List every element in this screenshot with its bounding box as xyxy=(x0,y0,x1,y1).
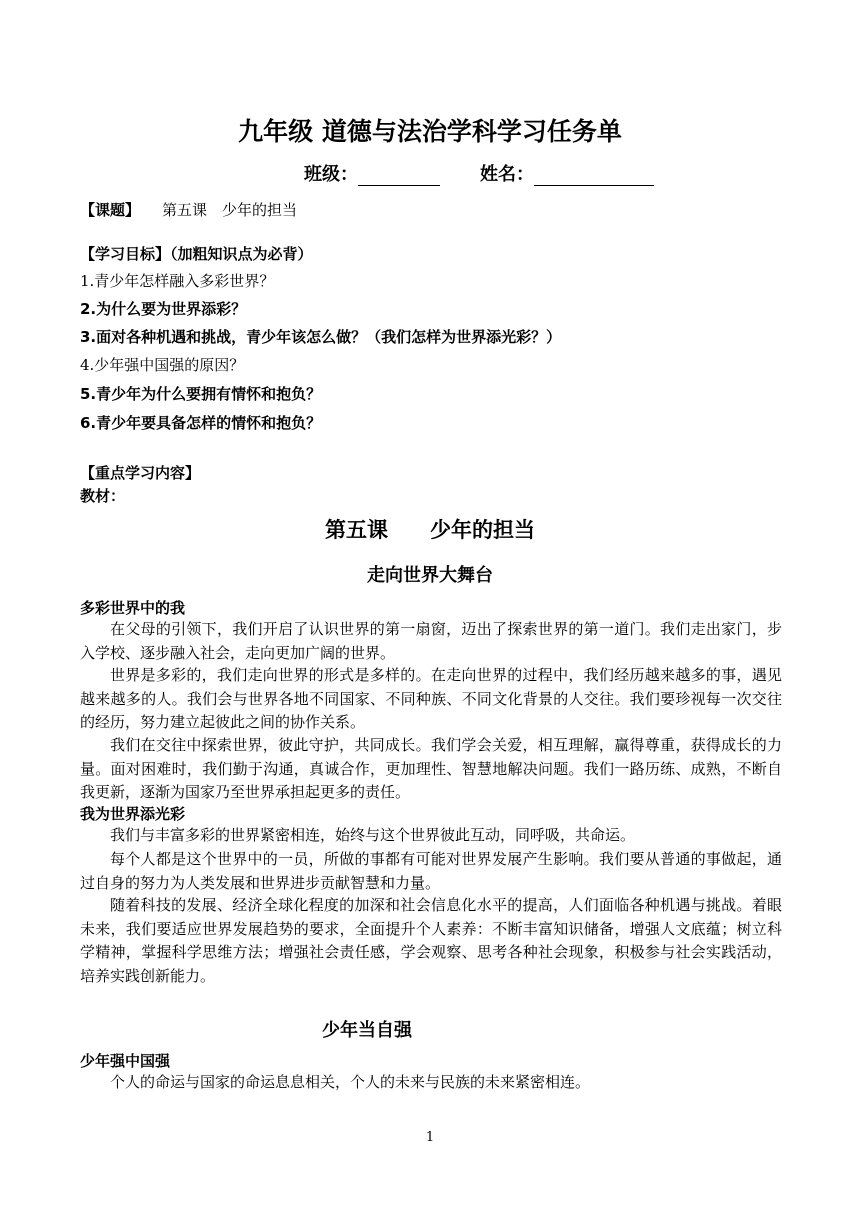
name-label: 姓名： xyxy=(480,164,534,185)
section-title: 少年当自强 xyxy=(322,1020,412,1041)
paragraph: 我们在交往中探索世界，彼此守护，共同成长。我们学会关爱，相互理解，赢得尊重，获得成长的力量。面对困难时，我们勤于沟通，真诚合作，更加理性、智慧地解决问题。我们一路历练、成熟，不断自我更新，逐渐为国家乃至世界承担起更多的责任。 xyxy=(80,736,782,802)
name-blank xyxy=(534,166,654,186)
section-title: 走向世界大舞台 xyxy=(367,565,493,586)
textbook-label: 教材： xyxy=(80,487,126,505)
topic-line xyxy=(80,199,297,220)
goal-item: 1.青少年怎样融入多彩世界？ xyxy=(80,272,275,290)
goals-header: 【学习目标】（加粗知识点为必背） xyxy=(80,245,313,263)
class-name-line xyxy=(304,160,654,186)
goal-item: 3.面对各种机遇和挑战，青少年该怎么做？（我们怎样为世界添光彩？） xyxy=(80,328,562,346)
paragraph: 世界是多彩的，我们走向世界的形式是多样的。在走向世界的过程中，我们经历越来越多的事，遇见越来越多的人。我们会与世界各地不同国家、不同种族、不同文化背景的人交往。我们要珍视每一次交往的经历，努力建立起彼此之间的协作关系。 xyxy=(80,666,782,732)
page-number: 1 xyxy=(425,1130,435,1145)
subsection-title: 多彩世界中的我 xyxy=(80,599,186,617)
topic-label: 【课题】 xyxy=(80,201,141,219)
goal-item: 5.青少年为什么要拥有情怀和抱负？ xyxy=(80,385,322,403)
paragraph: 每个人都是这个世界中的一员，所做的事都有可能对世界发展产生影响。我们要从普通的事做起，通过自身的努力为人类发展和世界进步贡献智慧和力量。 xyxy=(80,850,782,892)
goal-item: 2.为什么要为世界添彩？ xyxy=(80,300,247,318)
topic-text: 第五课 少年的担当 xyxy=(162,201,298,219)
paragraph: 个人的命运与国家的命运息息相关，个人的未来与民族的未来紧密相连。 xyxy=(110,1073,591,1091)
paragraph: 我们与丰富多彩的世界紧密相连，始终与这个世界彼此互动，同呼吸，共命运。 xyxy=(110,826,636,844)
subsection-title: 我为世界添光彩 xyxy=(80,805,186,823)
goal-item: 4.少年强中国强的原因？ xyxy=(80,356,245,374)
paragraph: 随着科技的发展、经济全球化程度的加深和社会信息化水平的提高，人们面临各种机遇与挑战。着眼未来，我们要适应世界发展趋势的要求，全面提升个人素养：不断丰富知识储备，增强人文底蕴；树立科学精神，掌握科学思维方法；增强社会责任感，学会观察、思考各种社会现象，积极参与社会实践活动，培养实践创新能力。 xyxy=(80,896,782,985)
class-label: 班级： xyxy=(304,164,358,185)
page-title: 九年级 道德与法治学科学习任务单 xyxy=(238,117,622,146)
class-blank xyxy=(358,166,440,186)
paragraph: 在父母的引领下，我们开启了认识世界的第一扇窗，迈出了探索世界的第一道门。我们走出家门，步入学校、逐步融入社会，走向更加广阔的世界。 xyxy=(80,620,782,662)
key-content-header: 【重点学习内容】 xyxy=(80,464,201,482)
lesson-title: 第五课 少年的担当 xyxy=(325,518,535,542)
goal-item: 6.青少年要具备怎样的情怀和抱负？ xyxy=(80,414,322,432)
subsection-title: 少年强中国强 xyxy=(80,1052,171,1070)
